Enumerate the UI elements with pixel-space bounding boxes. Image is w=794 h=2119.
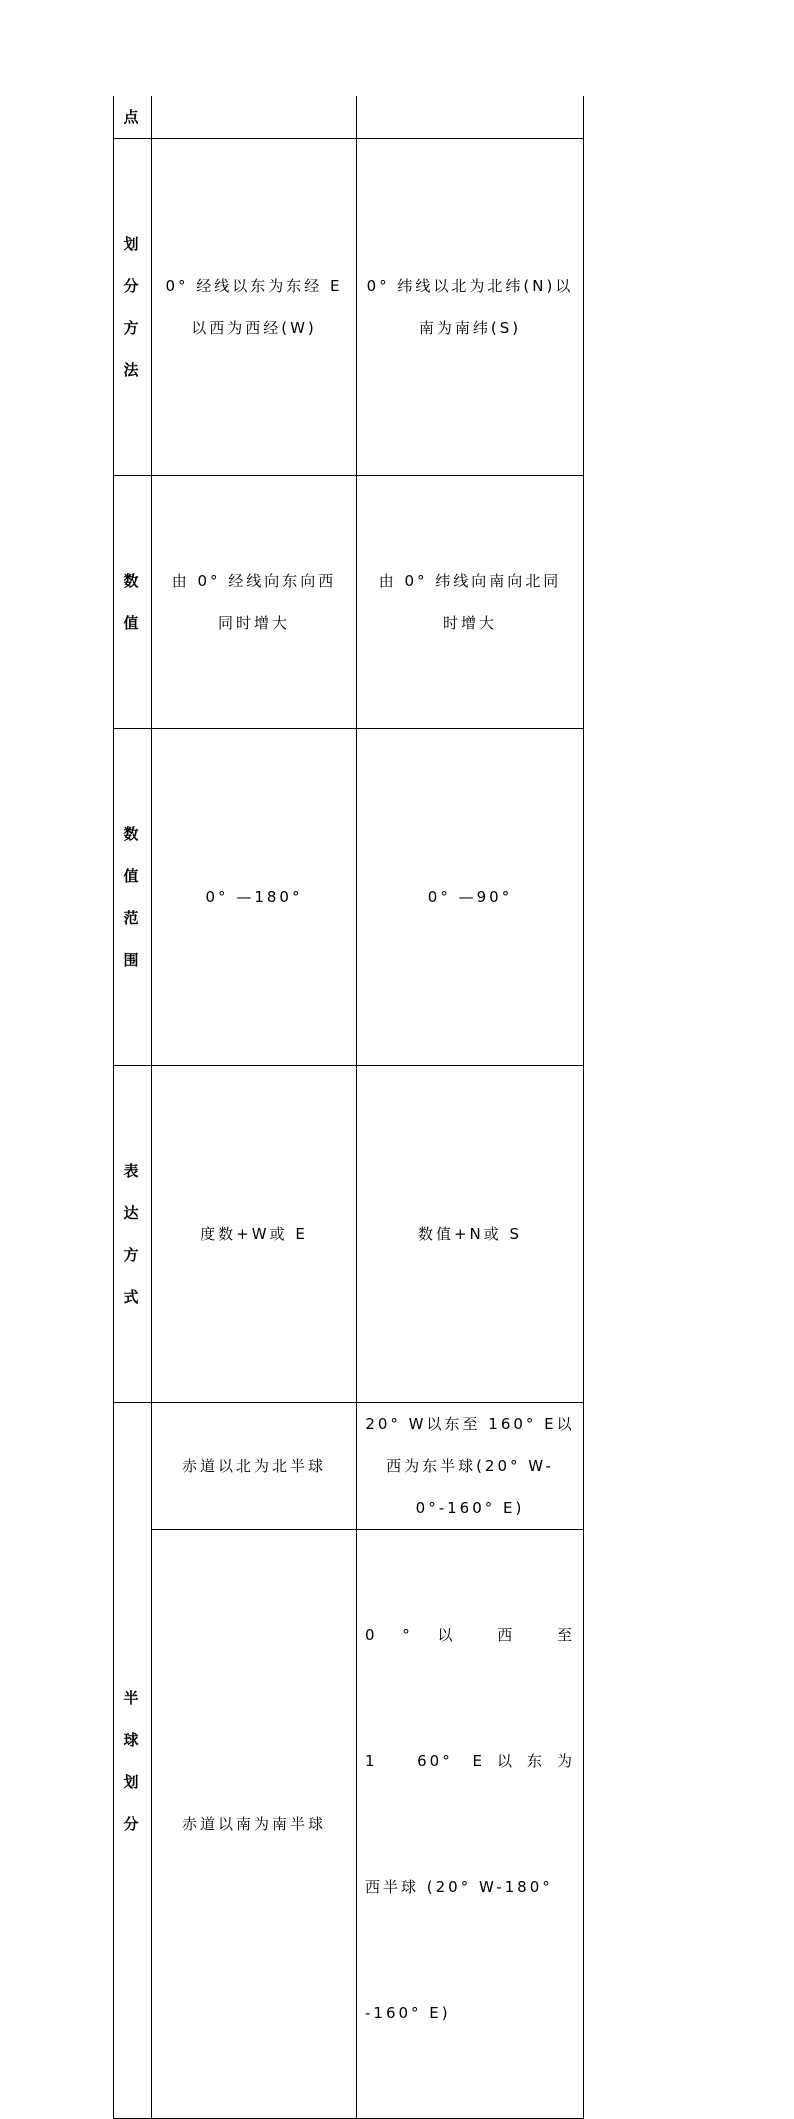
west-hemisphere-cell bbox=[357, 1530, 584, 2119]
table-row bbox=[114, 139, 584, 476]
latitude-cell: 0° 纬线以北为北纬(N)以南为南纬(S) bbox=[357, 139, 584, 476]
latitude-cell: 数值+N或 S bbox=[357, 1066, 584, 1403]
west-line: 0 ° 以 西 至 bbox=[365, 1626, 575, 1644]
table-row bbox=[114, 1403, 584, 1530]
latitude-cell: 0° —90° bbox=[357, 729, 584, 1066]
latitude-cell: 由 0° 纬线向南向北同时增大 bbox=[357, 476, 584, 729]
latitude-cell bbox=[357, 96, 584, 139]
longitude-cell: 0° 经线以东为东经 E以西为西经(W) bbox=[152, 139, 357, 476]
south-hemisphere-cell: 赤道以南为南半球 bbox=[152, 1530, 357, 2119]
row-header: 划 分 方 法 bbox=[114, 139, 152, 476]
row-header: 点 bbox=[114, 96, 152, 139]
table-row bbox=[114, 96, 584, 139]
longitude-cell bbox=[152, 96, 357, 139]
longitude-cell: 0° —180° bbox=[152, 729, 357, 1066]
table-row bbox=[114, 729, 584, 1066]
west-line: 1 60° E以东为 bbox=[365, 1752, 575, 1770]
row-header: 表 达 方 式 bbox=[114, 1066, 152, 1403]
row-header: 半 球 划 分 bbox=[114, 1403, 152, 2119]
longitude-cell: 度数+W或 E bbox=[152, 1066, 357, 1403]
east-hemisphere-cell: 20° W以东至 160° E以西为东半球(20° W-0°-160° E) bbox=[357, 1403, 584, 1530]
west-line: 西半球 (20° W-180° bbox=[365, 1878, 553, 1896]
north-hemisphere-cell: 赤道以北为北半球 bbox=[152, 1403, 357, 1530]
longitude-cell: 由 0° 经线向东向西同时增大 bbox=[152, 476, 357, 729]
table-row bbox=[114, 476, 584, 729]
table-row bbox=[114, 1530, 584, 2119]
coordinate-table bbox=[113, 96, 584, 2119]
row-header: 数 值 bbox=[114, 476, 152, 729]
table-row bbox=[114, 1066, 584, 1403]
west-line: -160° E) bbox=[365, 2004, 451, 2022]
row-header: 数 值 范 围 bbox=[114, 729, 152, 1066]
